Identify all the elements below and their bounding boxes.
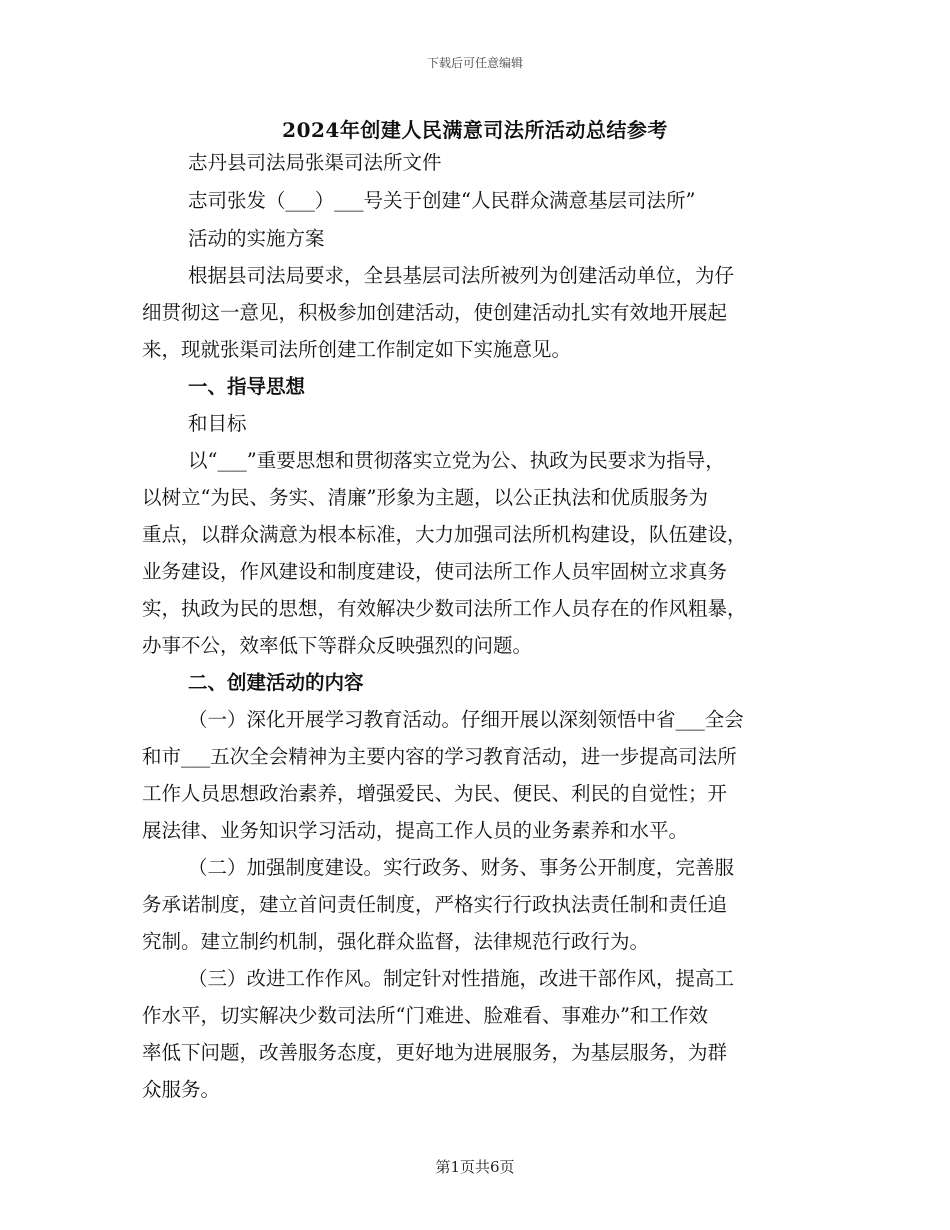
paragraph-line: 率低下问题，改善服务态度，更好地为进展服务，为基层服务，为群: [142, 1041, 728, 1064]
paragraph-line: 工作人员思想政治素养，增强爱民、为民、便民、利民的自觉性；开: [142, 782, 728, 805]
page-number: 第1页共6页: [435, 1158, 515, 1176]
document-number-line: 志司张发（___）___号关于创建“人民群众满意基层司法所”: [188, 189, 696, 212]
paragraph-line: 细贯彻这一意见，积极参加创建活动，使创建活动扎实有效地开展起: [142, 301, 728, 324]
paragraph-line: 以“___”重要思想和贯彻落实立党为公、执政为民要求为指导，: [188, 449, 725, 472]
paragraph-line: 和目标: [188, 412, 247, 435]
paragraph-line: 实，执政为民的思想，有效解决少数司法所工作人员存在的作风粗暴，: [142, 597, 747, 620]
issuer-line: 志丹县司法局张渠司法所文件: [188, 151, 442, 174]
paragraph-line: 务承诺制度，建立首问责任制度，严格实行行政执法责任制和责任追: [142, 893, 728, 916]
paragraph-line: 业务建设，作风建设和制度建设，使司法所工作人员牢固树立求真务: [142, 560, 728, 583]
section-heading-2: 二、创建活动的内容: [188, 671, 364, 694]
paragraph-line: 重点，以群众满意为根本标准，大力加强司法所机构建设，队伍建设，: [142, 523, 747, 546]
paragraph-line: 众服务。: [142, 1078, 221, 1101]
paragraph-line: （二）加强制度建设。实行政务、财务、事务公开制度，完善服: [188, 856, 735, 879]
document-title: 2024年创建人民满意司法所活动总结参考: [282, 118, 668, 142]
header-note: 下载后可任意编辑: [426, 56, 523, 70]
paragraph-line: 以树立“为民、务实、清廉”形象为主题，以公正执法和优质服务为: [142, 486, 708, 509]
paragraph-line: 作水平，切实解决少数司法所“门难进、脸难看、事难办”和工作效: [142, 1004, 708, 1027]
paragraph-line: 展法律、业务知识学习活动，提高工作人员的业务素养和水平。: [142, 819, 689, 842]
paragraph-line: （一）深化开展学习教育活动。仔细开展以深刻领悟中省___全会: [188, 708, 744, 731]
paragraph-line: 和市___五次全会精神为主要内容的学习教育活动，进一步提高司法所: [142, 745, 737, 768]
subtitle-line: 活动的实施方案: [188, 227, 325, 250]
paragraph-line: 来，现就张渠司法所创建工作制定如下实施意见。: [142, 338, 572, 361]
section-heading-1: 一、指导思想: [188, 375, 306, 398]
paragraph-line: （三）改进工作作风。制定针对性措施，改进干部作风，提高工: [188, 967, 735, 990]
paragraph-line: 究制。建立制约机制，强化群众监督，法律规范行政行为。: [142, 930, 650, 953]
paragraph-line: 办事不公，效率低下等群众反映强烈的问题。: [142, 634, 533, 657]
paragraph-line: 根据县司法局要求，全县基层司法所被列为创建活动单位，为仔: [188, 264, 735, 287]
